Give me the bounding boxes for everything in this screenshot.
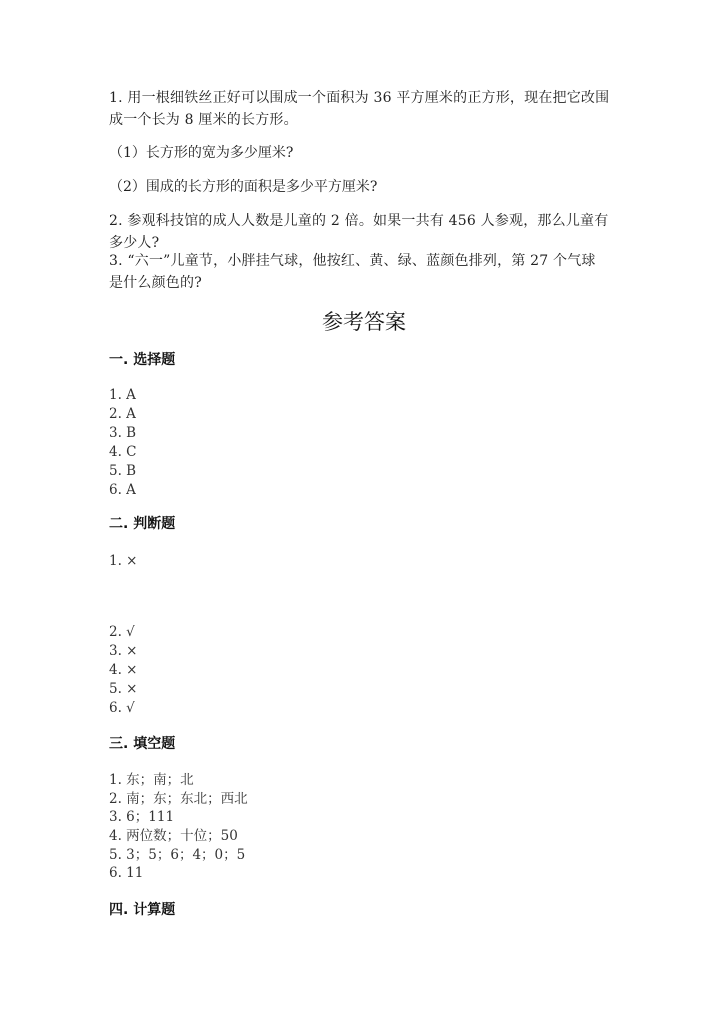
question-1: [109, 87, 619, 131]
answer-item: 3. B: [109, 425, 137, 441]
answer-item: 4. C: [109, 444, 137, 460]
section-heading-multiple-choice: 一. 选择题: [109, 352, 176, 368]
question-1-sub-2: （2）围成的长方形的面积是多少平方厘米?: [109, 179, 378, 195]
section-heading-true-false: 二. 判断题: [109, 516, 176, 532]
answer-item: 6. √: [109, 700, 135, 716]
answer-item: 1. ×: [109, 553, 138, 569]
question-3-line-1: 3. “六一”儿童节，小胖挂气球，他按红、黄、绿、蓝颜色排列，第 27 个气球: [109, 253, 596, 269]
question-2-line-2: 多少人?: [109, 235, 160, 251]
question-2: [109, 210, 619, 254]
question-3-line-2: 是什么颜色的?: [109, 275, 202, 291]
answer-item: 5. 3；5；6；4；0；5: [109, 847, 246, 863]
answer-item: 4. ×: [109, 662, 138, 678]
answer-item: 3. 6；111: [109, 809, 175, 825]
section-heading-calculation: 四. 计算题: [109, 902, 176, 918]
answer-item: 5. ×: [109, 681, 138, 697]
question-1-line-1: 1. 用一根细铁丝正好可以围成一个面积为 36 平方厘米的正方形，现在把它改围: [109, 90, 610, 106]
question-1-sub-1: （1）长方形的宽为多少厘米?: [109, 145, 294, 161]
answer-item: 2. A: [109, 406, 136, 422]
section-heading-fill-in-blank: 三. 填空题: [109, 736, 176, 752]
question-2-line-1: 2. 参观科技馆的成人人数是儿童的 2 倍。如果一共有 456 人参观，那么儿童有: [109, 213, 609, 229]
answer-item: 2. √: [109, 624, 135, 640]
answer-item: 5. B: [109, 463, 137, 479]
answer-item: 2. 南；东；东北；西北: [109, 791, 248, 807]
answer-item: 6. A: [109, 482, 136, 498]
question-1-line-2: 成一个长为 8 厘米的长方形。: [109, 112, 298, 128]
answer-item: 6. 11: [109, 865, 144, 881]
question-3: [109, 250, 619, 294]
answer-item: 4. 两位数；十位；50: [109, 828, 238, 844]
answer-item: 3. ×: [109, 643, 138, 659]
answer-item: 1. A: [109, 387, 136, 403]
answer-key-title: 参考答案: [322, 310, 406, 334]
answer-item: 1. 东；南；北: [109, 772, 194, 788]
